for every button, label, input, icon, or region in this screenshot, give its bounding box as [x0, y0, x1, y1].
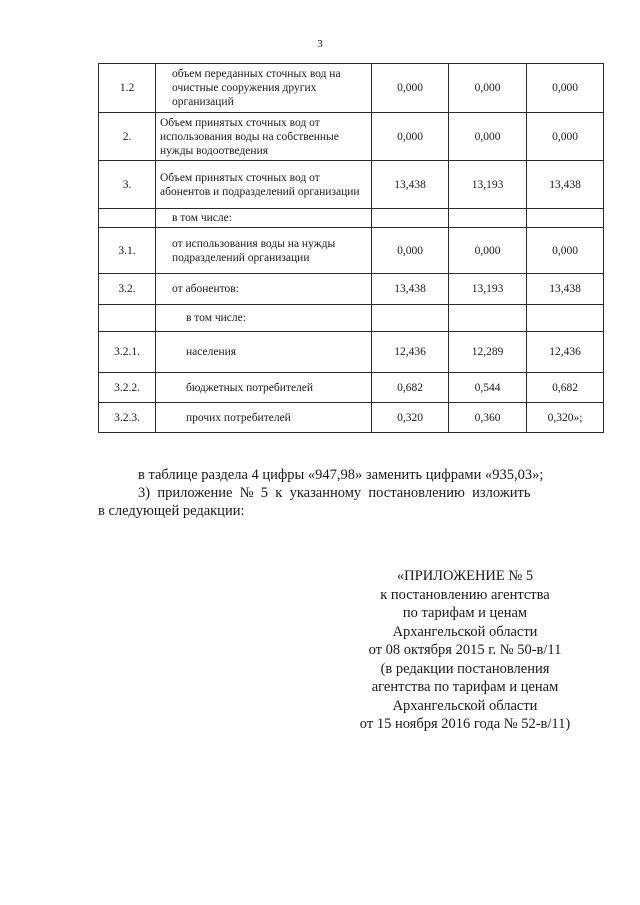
row-name: прочих потребителей: [156, 403, 372, 433]
row-value-1: 0,682: [372, 373, 449, 403]
row-value-1: 13,438: [372, 274, 449, 305]
row-number: 3.2.1.: [99, 332, 156, 373]
row-value-2: 13,193: [449, 274, 527, 305]
appendix-line: по тарифам и ценам: [402, 605, 528, 621]
table-row: [99, 228, 604, 274]
row-value-2: 0,000: [449, 228, 527, 274]
row-value-3: 0,320»;: [527, 403, 604, 433]
row-number: 3.2.2.: [99, 373, 156, 403]
appendix-line: от 08 октября 2015 г. № 50-в/11: [368, 642, 562, 658]
table-row: [99, 305, 604, 332]
table-row: [99, 161, 604, 209]
row-value-2: [449, 305, 527, 332]
row-value-2: 0,544: [449, 373, 527, 403]
row-value-2: 13,193: [449, 161, 527, 209]
row-name: бюджетных потребителей: [156, 373, 372, 403]
appendix-line: Архангельской области: [392, 623, 538, 640]
appendix-header: [330, 567, 600, 734]
row-name: населения: [156, 332, 372, 373]
row-value-1: [372, 209, 449, 228]
row-value-2: 0,000: [449, 113, 527, 161]
row-name: от использования воды на нужды подразделений организации: [156, 228, 372, 274]
row-name: объем переданных сточных вод на очистные сооружения других организаций: [156, 64, 372, 113]
row-name: Объем принятых сточных вод от абонентов и подразделений организации: [156, 161, 372, 209]
row-value-1: 0,000: [372, 228, 449, 274]
row-name: в том числе:: [156, 209, 372, 228]
appendix-line: Архангельской области: [392, 697, 538, 714]
row-value-3: [527, 209, 604, 228]
table-row: [99, 403, 604, 433]
row-value-2: [449, 209, 527, 228]
table-row: [99, 113, 604, 161]
table-row: [99, 274, 604, 305]
paragraph-appendix-intro-cont: в следующей редакции:: [98, 503, 245, 519]
appendix-line: к постановлению агентства: [380, 586, 550, 603]
water-volume-table: [98, 63, 604, 433]
row-value-3: 0,000: [527, 64, 604, 113]
row-number: 2.: [99, 113, 156, 161]
row-number: 3.2.3.: [99, 403, 156, 433]
row-value-3: 13,438: [527, 274, 604, 305]
table-row: [99, 209, 604, 228]
appendix-line: (в редакции постановления: [380, 660, 550, 677]
row-name: в том числе:: [156, 305, 372, 332]
row-value-3: 13,438: [527, 161, 604, 209]
row-number: 3.1.: [99, 228, 156, 274]
row-value-2: 12,289: [449, 332, 527, 373]
row-number: [99, 305, 156, 332]
table-row: [99, 332, 604, 373]
row-value-1: 0,000: [372, 113, 449, 161]
row-number: 1.2: [99, 64, 156, 113]
row-value-1: [372, 305, 449, 332]
appendix-line: от 15 ноября 2016 года № 52-в/11): [359, 716, 571, 732]
row-number: [99, 209, 156, 228]
paragraph-replace-figures: в таблице раздела 4 цифры «947,98» заменить цифрами «935,03»;: [138, 467, 544, 483]
row-value-2: 0,360: [449, 403, 527, 433]
row-value-1: 0,000: [372, 64, 449, 113]
table-row: [99, 373, 604, 403]
row-value-1: 13,438: [372, 161, 449, 209]
row-name: от абонентов:: [156, 274, 372, 305]
row-number: 3.2.: [99, 274, 156, 305]
appendix-title: «ПРИЛОЖЕНИЕ № 5: [396, 568, 534, 584]
row-value-1: 12,436: [372, 332, 449, 373]
row-value-2: 0,000: [449, 64, 527, 113]
row-value-3: 0,000: [527, 113, 604, 161]
appendix-line: агентства по тарифам и ценам: [371, 679, 559, 695]
row-value-3: 12,436: [527, 332, 604, 373]
table-row: [99, 64, 604, 113]
row-value-1: 0,320: [372, 403, 449, 433]
row-name: Объем принятых сточных вод от использования воды на собственные нужды водоотведения: [156, 113, 372, 161]
page-number: 3: [317, 38, 323, 50]
row-value-3: 0,682: [527, 373, 604, 403]
row-value-3: [527, 305, 604, 332]
row-number: 3.: [99, 161, 156, 209]
paragraph-appendix-intro: 3) приложение № 5 к указанному постановлению изложить: [138, 485, 531, 501]
row-value-3: 0,000: [527, 228, 604, 274]
